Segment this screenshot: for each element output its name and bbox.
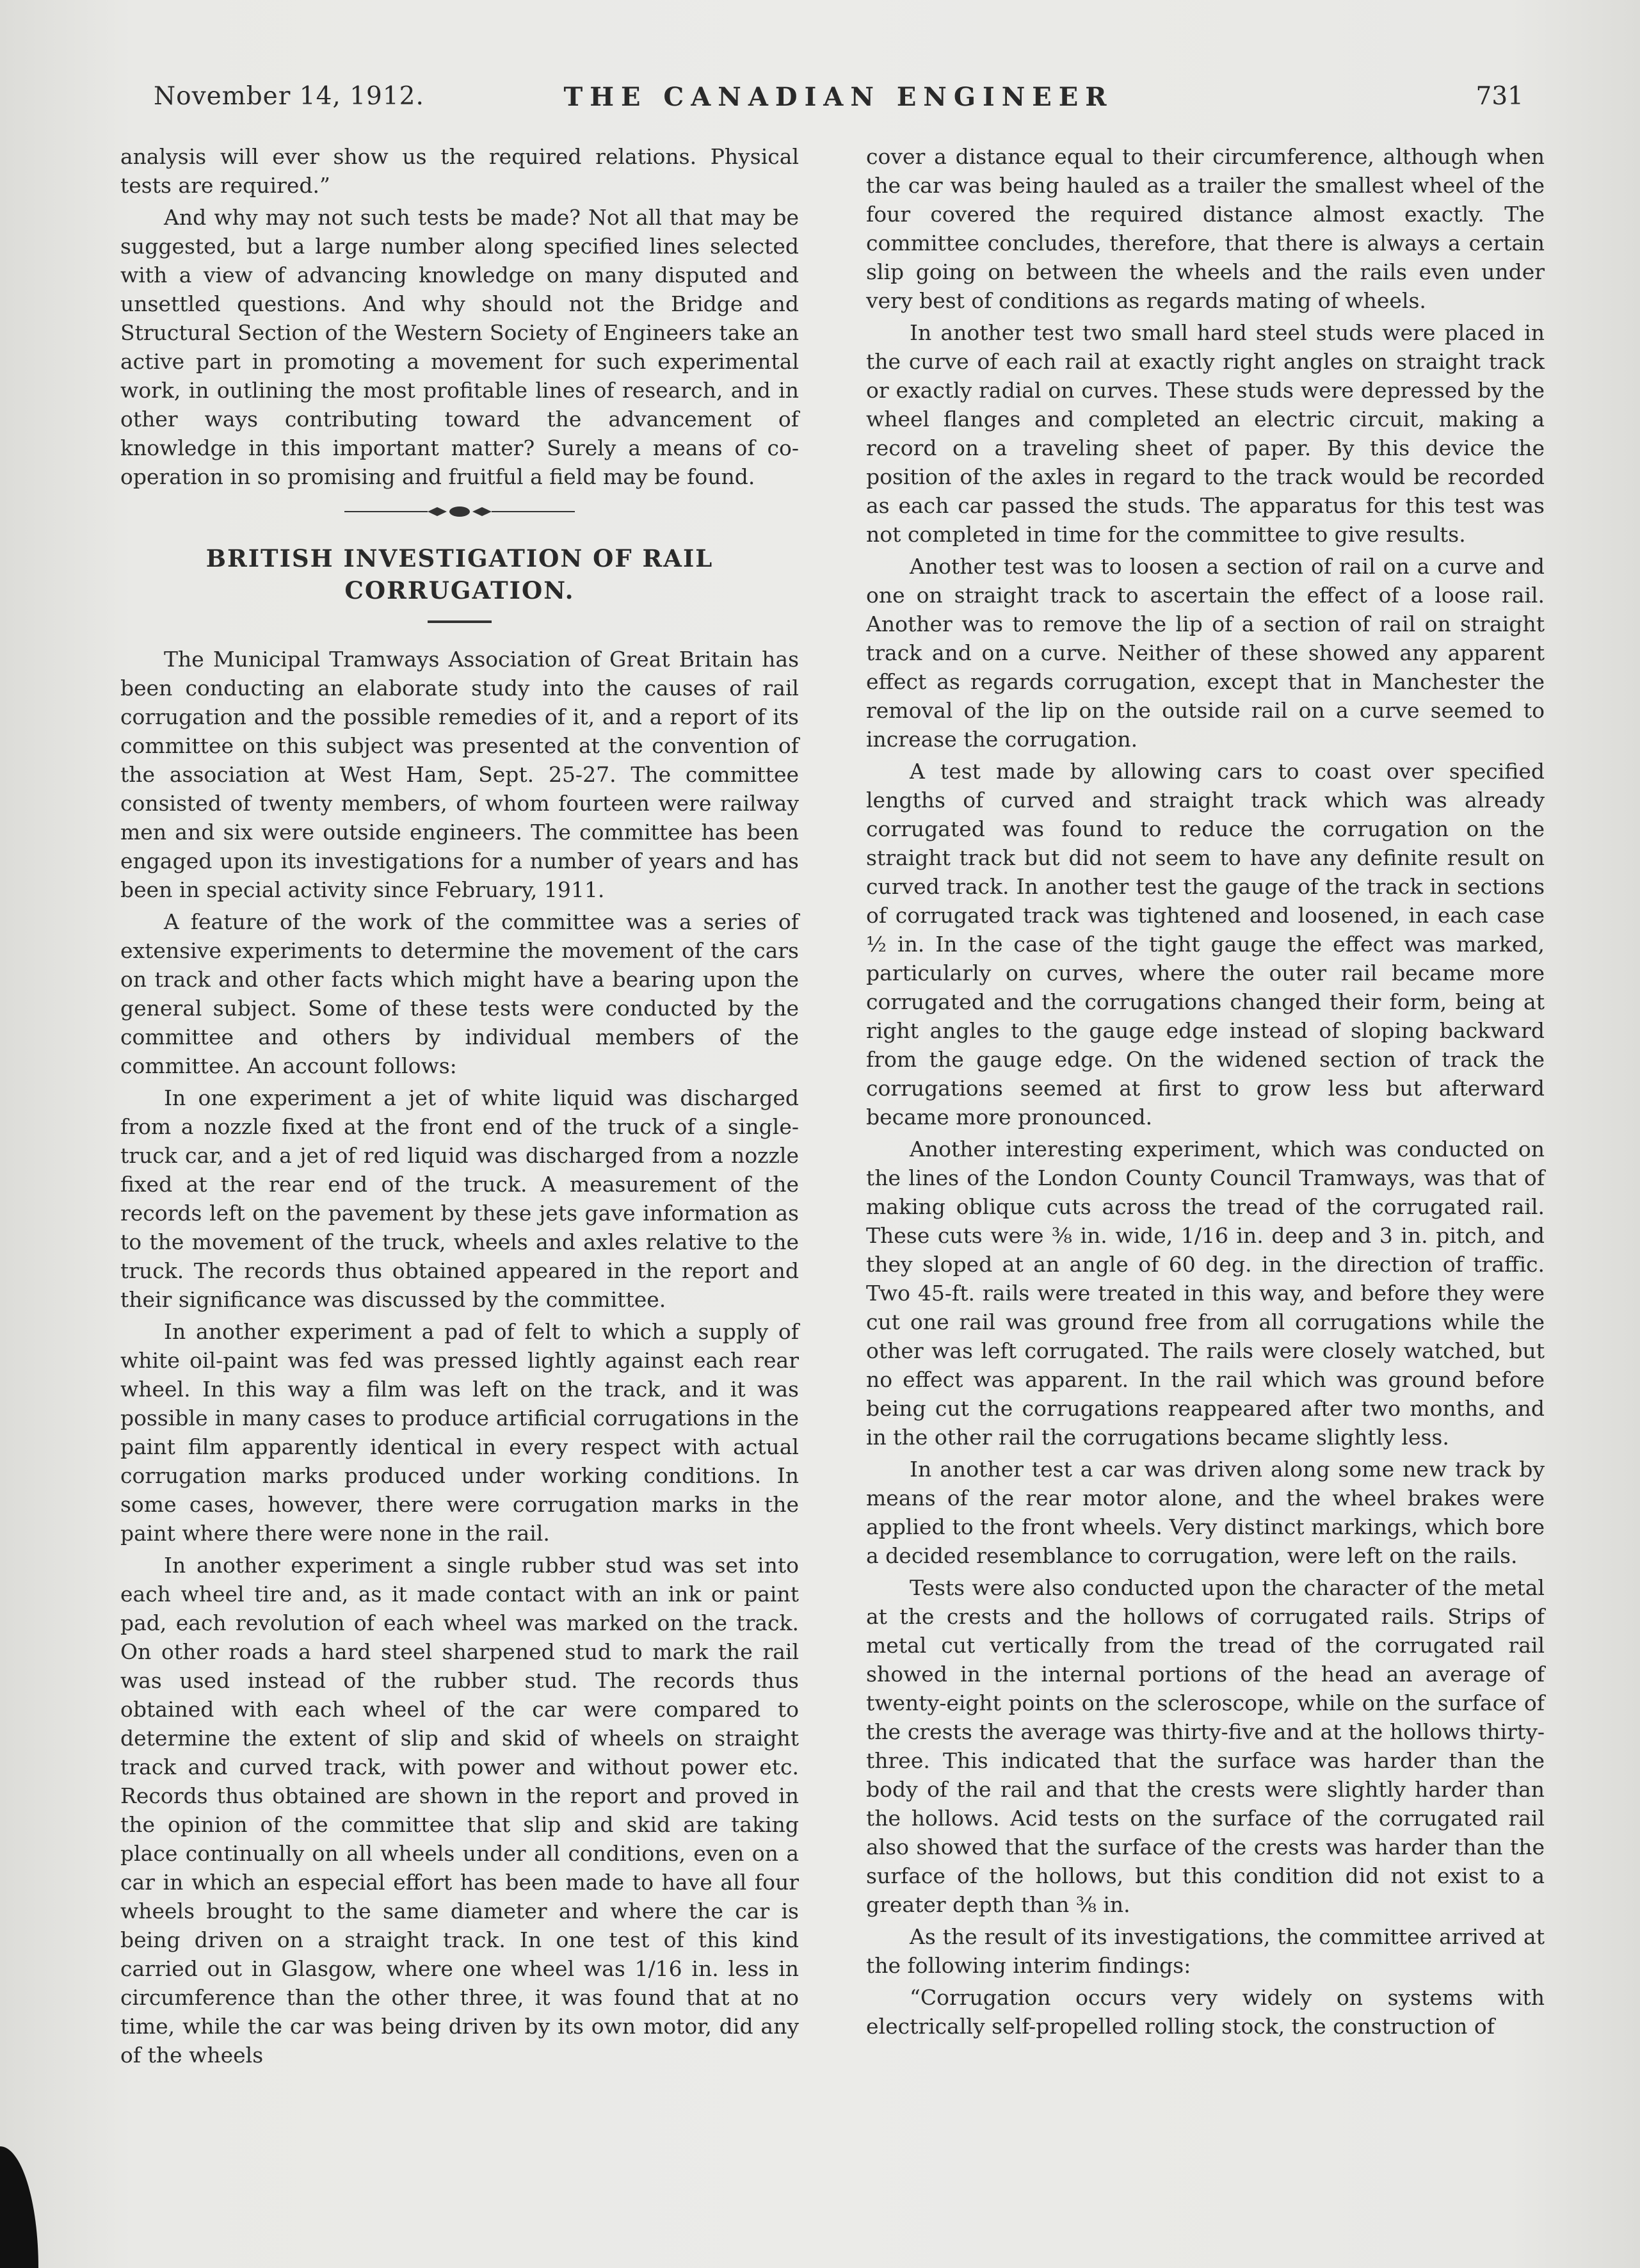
- paragraph: In another test a car was driven along some new track by means of the rear motor alone, and the wheel brakes were applied to the front wheels. Very distinct markings, which bore a decided resemblance to corrugation, were left on the rails.: [866, 1457, 1545, 1568]
- article-title: [120, 542, 799, 606]
- paragraph: In one experiment a jet of white liquid was discharged from a nozzle fixed at the front end of the truck of a single-truck car, and a jet of red liquid was discharged from a nozzle fixed at the rear end of the truck. A measurement of the records left on the pavement by these jets gave information as to the movement of the truck, wheels and axles relative to the truck. The records thus obtained appeared in the report and their significance was discussed by the committee.: [120, 1085, 799, 1312]
- paragraph: Tests were also conducted upon the character of the metal at the crests and the hollows of corrugated rails. Strips of metal cut vertically from the tread of the corrugated rail showed in the internal portions of the head an average of twenty-eight points on the scleroscope, while on the surface of the crests the average was thirty-five and at the hollows thirty-three. This indicated that the surface was harder than the body of the rail and that the crests were slightly harder than the hollows. Acid tests on the surface of the corrugated rail also showed that the surface of the crests was harder than the surface of the hollows, but this condition did not exist to a greater depth than ⅜ in.: [866, 1575, 1545, 1917]
- paragraph: A test made by allowing cars to coast over specified lengths of curved and straight track which was already corrugated was found to reduce the corrugation on the straight track but did not seem to have any definite result on curved track. In another test the gauge of the track in sections of corrugated track was tightened and loosened, in each case ½ in. In the case of the tight gauge the effect was marked, particularly on curves, where the outer rail became more corrugated and the corrugations changed their form, being at right angles to the gauge edge instead of sloping backward from the gauge edge. On the widened section of track the corrugations seemed at first to grow less but afterward became more pronounced.: [866, 759, 1545, 1130]
- right-column: [866, 142, 1545, 2044]
- journal-title: THE CANADIAN ENGINEER: [563, 82, 1114, 112]
- paragraph: And why may not such tests be made? Not all that may be suggested, but a large number along specified lines selected with a view of advancing knowledge on many disputed and unsettled questions. And why should not the Bridge and Structural Section of the Western Society of Engineers take an active part in promoting a movement for such experimental work, in outlining the most profitable lines of research, and in other ways contributing toward the advancement of knowledge in this important matter? Surely a means of co-operation in so promising and fruitful a field may be found.: [120, 205, 799, 489]
- paragraph: In another experiment a pad of felt to which a supply of white oil-paint was fed was pressed lightly against each rear wheel. In this way a film was left on the track, and it was possible in many cases to produce artificial corrugations in the paint film apparently identical in every respect with actual corrugation marks produced under working conditions. In some cases, however, there were corrugation marks in the paint where there were none in the rail.: [120, 1319, 799, 1546]
- page-number: 731: [1475, 82, 1523, 111]
- article-title-line-1: BRITISH INVESTIGATION OF RAIL: [205, 544, 714, 572]
- issue-date: November 14, 1912.: [154, 82, 424, 111]
- ornamental-divider: [344, 503, 575, 521]
- paragraph: In another experiment a single rubber stud was set into each wheel tire and, as it made contact with an ink or paint pad, each revolution of each wheel was marked on the track. On other roads a hard steel sharpened stud to mark the rail was used instead of the rubber stud. The records thus obtained with each wheel of the car were compared to determine the extent of slip and skid of wheels on straight track and curved track, with power and without power etc. Records thus obtained are shown in the report and proved in the opinion of the committee that slip and skid are taking place continually on all wheels under all conditions, even on a car in which an especial effort has been made to have all four wheels brought to the same diameter and where the car is being driven on a straight track. In one test of this kind carried out in Glasgow, where one wheel was 1/16 in. less in circumference than the other three, it was found that at no time, while the car was being driven by its own motor, did any of the wheels: [120, 1553, 799, 2068]
- quoted-paragraph: “Corrugation occurs very widely on systems with electrically self-propelled rolling stock, the construction of: [866, 1985, 1545, 2039]
- article-title-line-2: CORRUGATION.: [344, 576, 575, 604]
- paragraph: cover a distance equal to their circumference, although when the car was being hauled as a trailer the smallest wheel of the four covered the required distance almost exactly. The committee concludes, therefore, that there is always a certain slip going on between the wheels and the rails even under very best of conditions as regards mating of wheels.: [866, 144, 1545, 313]
- running-header: [154, 82, 1523, 120]
- paragraph: The Municipal Tramways Association of Great Britain has been conducting an elaborate study into the causes of rail corrugation and the possible remedies of it, and a report of its committee on this subject was presented at the convention of the association at West Ham, Sept. 25-27. The committee consisted of twenty members, of whom fourteen were railway men and six were outside engineers. The committee has been engaged upon its investigations for a number of years and has been in special activity since February, 1911.: [120, 647, 799, 902]
- paragraph: analysis will ever show us the required relations. Physical tests are required.”: [120, 144, 799, 198]
- left-column: [120, 142, 799, 2073]
- paragraph: Another test was to loosen a section of rail on a curve and one on straight track to ascertain the effect of a loose rail. Another was to remove the lip of a section of rail on straight track and on a curve. Neither of these showed any apparent effect as regards corrugation, except that in Manchester the removal of the lip on the outside rail on a curve seemed to increase the corrugation.: [866, 554, 1545, 752]
- paragraph: As the result of its investigations, the committee arrived at the following interim findings:: [866, 1924, 1545, 1978]
- title-rule: [428, 620, 492, 623]
- scan-shadow-corner: [0, 2146, 38, 2268]
- paragraph: In another test two small hard steel studs were placed in the curve of each rail at exactly right angles on straight track or exactly radial on curves. These studs were depressed by the wheel flanges and completed an electric circuit, making a record on a traveling sheet of paper. By this device the position of the axles in regard to the track would be recorded as each car passed the studs. The apparatus for this test was not completed in time for the committee to give results.: [866, 320, 1545, 547]
- paragraph: A feature of the work of the committee was a series of extensive experiments to determine the movement of the cars on track and other facts which might have a bearing upon the general subject. Some of these tests were conducted by the committee and others by individual members of the committee. An account follows:: [120, 909, 799, 1078]
- paragraph: Another interesting experiment, which was conducted on the lines of the London County Council Tramways, was that of making oblique cuts across the tread of the corrugated rail. These cuts were ⅜ in. wide, 1/16 in. deep and 3 in. pitch, and they sloped at an angle of 60 deg. in the direction of traffic. Two 45-ft. rails were treated in this way, and before they were cut one rail was ground free from all corrugations while the other was left corrugated. The rails were closely watched, but no effect was apparent. In the rail which was ground before being cut the corrugations reappeared after two months, and in the other rail the corrugations became slightly less.: [866, 1137, 1545, 1450]
